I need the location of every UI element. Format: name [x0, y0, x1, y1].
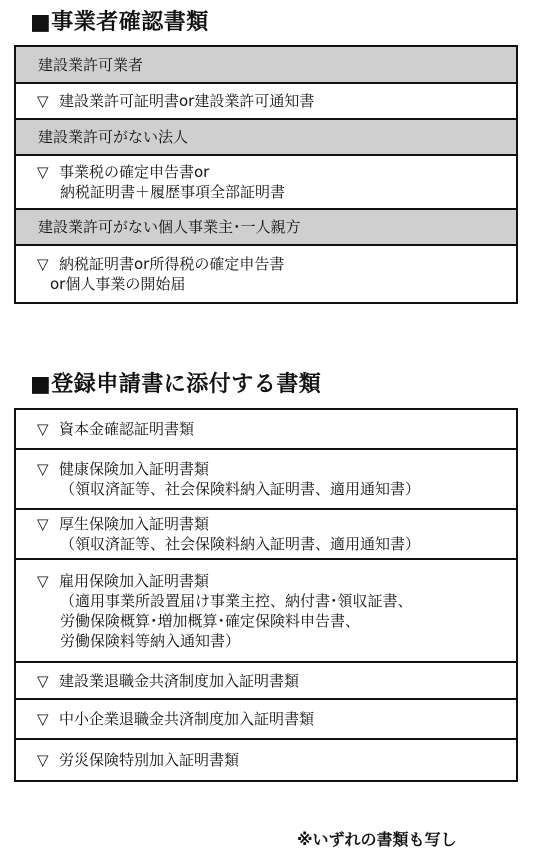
document-text: 雇用保険加入証明書類: [59, 571, 210, 590]
document-item: [16, 246, 516, 302]
category-label: [38, 55, 504, 75]
document-text: 事業税の確定申告書or: [59, 163, 210, 181]
document-item: [16, 410, 516, 450]
document-text: 納税証明書or所得税の確定申告書: [59, 255, 285, 273]
document-text: 建設業許可証明書or建設業許可通知書: [59, 92, 315, 110]
category-text: 建設業許可業者: [38, 55, 144, 74]
document-text: 健康保険加入証明書類: [59, 460, 210, 478]
category-header: [16, 120, 516, 156]
registration-attachments-table: [14, 408, 518, 782]
document-item: [16, 84, 516, 120]
document-detail: （領収済証等、社会保険料納入証明書、適用通知書）: [60, 535, 421, 553]
category-header: [16, 210, 516, 246]
document-item: [16, 663, 516, 700]
document-item: [16, 700, 516, 740]
business-verification-table: [14, 45, 518, 304]
category-text: 建設業許可がない個人事業主･一人親方: [38, 218, 301, 236]
triangle-marker-icon: ▽: [37, 420, 49, 438]
document-name: [37, 91, 504, 111]
category-label: [38, 217, 504, 237]
document-item: [16, 560, 516, 663]
document-text: 労災保険特別加入証明書類: [59, 751, 240, 769]
triangle-marker-icon: ▽: [37, 515, 49, 533]
triangle-marker-icon: ▽: [37, 163, 49, 181]
document-text: 中小企業退職金共済制度加入証明書類: [59, 710, 315, 728]
triangle-marker-icon: ▽: [37, 255, 49, 273]
document-detail: 労働保険概算･増加概算･確定保険料申告書、: [60, 611, 361, 630]
document-text: 建設業退職金共済制度加入証明書類: [59, 671, 300, 690]
triangle-marker-icon: ▽: [37, 571, 49, 590]
document-text: 厚生保険加入証明書類: [59, 515, 210, 533]
document-detail: or個人事業の開始届: [50, 275, 186, 293]
section-title-business-verification: ■事業者確認書類: [30, 10, 209, 35]
document-name: [37, 671, 504, 691]
document-name: [37, 514, 504, 534]
document-item: [16, 450, 516, 510]
triangle-marker-icon: ▽: [37, 460, 49, 478]
document-detail: （領収済証等、社会保険料納入証明書、適用通知書）: [60, 480, 421, 498]
document-detail: 納税証明書＋履歴事項全部証明書: [60, 183, 286, 201]
document-name: [37, 419, 504, 439]
document-item: [16, 156, 516, 210]
triangle-marker-icon: ▽: [37, 92, 49, 110]
document-name: [37, 254, 504, 274]
section-title-registration-attachments: ■登録申請書に添付する書類: [30, 372, 322, 397]
document-detail: （適用事業所設置届け事業主控、納付書･領収証書、: [60, 591, 413, 610]
triangle-marker-icon: ▽: [37, 751, 49, 769]
footnote-copies-note: ※いずれの書類も写し: [297, 830, 457, 849]
document-item: [16, 740, 516, 780]
triangle-marker-icon: ▽: [37, 671, 49, 690]
document-name: [37, 750, 504, 770]
document-name: [37, 709, 504, 729]
category-label: [38, 127, 504, 147]
document-name: [37, 571, 504, 591]
document-detail: 労働保険料等納入通知書）: [60, 631, 241, 650]
category-header: [16, 47, 516, 84]
document-name: [37, 162, 504, 182]
document-item: [16, 510, 516, 560]
triangle-marker-icon: ▽: [37, 710, 49, 728]
document-text: 資本金確認証明書類: [59, 420, 195, 438]
document-name: [37, 459, 504, 479]
category-text: 建設業許可がない法人: [38, 128, 189, 146]
